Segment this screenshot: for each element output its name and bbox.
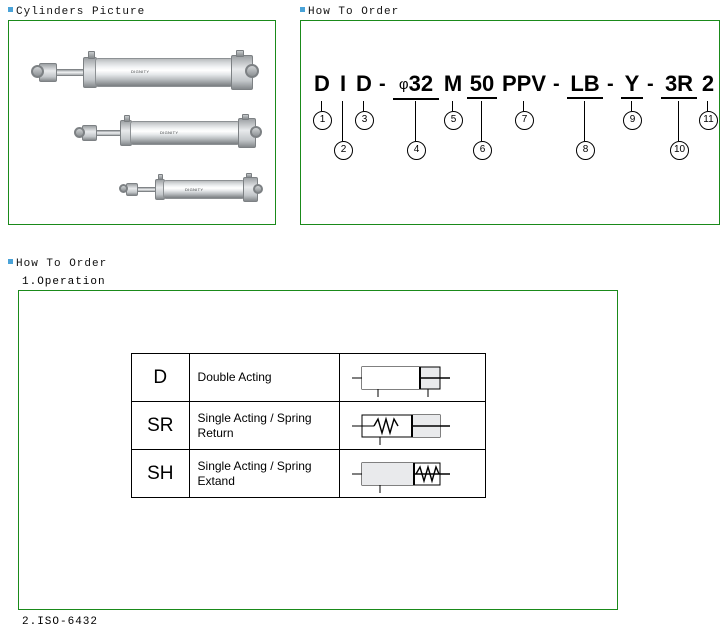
callout-6: 6 bbox=[473, 141, 492, 160]
order-code-part-11: 2 bbox=[701, 71, 715, 96]
leader-line-5 bbox=[452, 101, 453, 111]
medium-cylinder-rear-eye bbox=[250, 126, 262, 138]
order-code-part-10: 3R bbox=[661, 71, 697, 99]
leader-line-1 bbox=[321, 101, 322, 111]
callout-4: 4 bbox=[407, 141, 426, 160]
single-acting-spring-return-symbol bbox=[339, 402, 485, 450]
leader-line-6 bbox=[481, 101, 482, 141]
operation-desc-sh: Single Acting / Spring Extand bbox=[189, 450, 339, 498]
how-to-order-panel bbox=[300, 20, 720, 225]
order-code-part-7: PPV bbox=[501, 71, 547, 96]
operation-desc-d: Double Acting bbox=[189, 354, 339, 402]
operation-code-sr: SR bbox=[132, 402, 190, 450]
order-code-part-1: D bbox=[314, 71, 330, 96]
leader-line-10 bbox=[678, 101, 679, 141]
section-marker-icon bbox=[300, 7, 305, 12]
order-code-part-5: M bbox=[443, 71, 463, 96]
callout-1: 1 bbox=[313, 111, 332, 130]
operation-code-sh: SH bbox=[132, 450, 190, 498]
order-code-separator-3: - bbox=[607, 73, 614, 95]
medium-cylinder-front-eye bbox=[74, 127, 85, 138]
large-cylinder-port-front bbox=[88, 51, 95, 59]
small-cylinder-port-front bbox=[158, 174, 163, 180]
cylinders-picture-panel bbox=[8, 20, 276, 225]
large-cylinder-rod bbox=[55, 69, 85, 76]
order-code-part-4: φ32 bbox=[393, 71, 439, 100]
callout-8: 8 bbox=[576, 141, 595, 160]
phi-symbol: φ bbox=[398, 76, 409, 93]
medium-cylinder-port-front bbox=[124, 115, 130, 122]
callout-10: 10 bbox=[670, 141, 689, 160]
large-cylinder-port-rear bbox=[236, 50, 244, 57]
leader-line-8 bbox=[584, 101, 585, 141]
single-acting-spring-extand-symbol bbox=[339, 450, 485, 498]
leader-line-7 bbox=[523, 101, 524, 111]
small-cylinder-front-eye bbox=[119, 184, 128, 193]
how-to-order-top-label bbox=[300, 6, 399, 18]
leader-line-11 bbox=[707, 101, 708, 111]
order-code-part-2: I bbox=[339, 71, 347, 96]
table-row bbox=[132, 402, 486, 450]
order-code-separator-2: - bbox=[553, 73, 560, 95]
order-code-part-6: 50 bbox=[467, 71, 497, 99]
callout-3: 3 bbox=[355, 111, 374, 130]
leader-line-4 bbox=[415, 101, 416, 141]
table-row bbox=[132, 354, 486, 402]
order-code-separator-4: - bbox=[647, 73, 654, 95]
iso-section-title: 2.ISO-6432 bbox=[22, 616, 99, 628]
section-marker-icon bbox=[8, 259, 13, 264]
order-code-separator-1: - bbox=[379, 73, 386, 95]
double-acting-symbol bbox=[339, 354, 485, 402]
small-cylinder bbox=[119, 173, 264, 205]
table-row bbox=[132, 450, 486, 498]
operation-panel bbox=[18, 290, 618, 610]
medium-cylinder-barrel bbox=[130, 121, 240, 145]
small-cylinder-body-text: DIGNITY bbox=[185, 187, 204, 192]
large-cylinder-rear-eye bbox=[245, 64, 259, 78]
medium-cylinder-rod bbox=[96, 130, 122, 136]
callout-9: 9 bbox=[623, 111, 642, 130]
leader-line-3 bbox=[363, 101, 364, 111]
order-code-part-8: LB bbox=[567, 71, 603, 99]
small-cylinder-rear-eye bbox=[253, 184, 263, 194]
how-to-order-bottom-label bbox=[8, 258, 107, 270]
large-cylinder bbox=[31, 49, 261, 95]
large-cylinder-front-eye bbox=[31, 65, 44, 78]
small-cylinder-rod bbox=[137, 187, 157, 192]
operation-code-d: D bbox=[132, 354, 190, 402]
medium-cylinder bbox=[74, 113, 264, 153]
operation-desc-sr: Single Acting / Spring Return bbox=[189, 402, 339, 450]
how-to-order-bottom-label-text: How To Order bbox=[16, 258, 108, 270]
leader-line-2 bbox=[342, 101, 343, 141]
large-cylinder-body-text: DIGNITY bbox=[131, 69, 150, 74]
callout-2: 2 bbox=[334, 141, 353, 160]
cylinders-picture-label-text: Cylinders Picture bbox=[16, 6, 146, 18]
medium-cylinder-port-rear bbox=[242, 114, 249, 120]
section-marker-icon bbox=[8, 7, 13, 12]
callout-11: 11 bbox=[699, 111, 718, 130]
order-code-part-9: Y bbox=[621, 71, 643, 99]
cylinders-picture-label bbox=[8, 6, 145, 18]
callout-7: 7 bbox=[515, 111, 534, 130]
operation-section-title: 1.Operation bbox=[22, 276, 106, 288]
order-code-part-3: D bbox=[356, 71, 372, 96]
leader-line-9 bbox=[631, 101, 632, 111]
how-to-order-top-label-text: How To Order bbox=[308, 6, 400, 18]
medium-cylinder-body-text: DIGNITY bbox=[160, 130, 179, 135]
small-cylinder-port-rear bbox=[246, 173, 252, 178]
small-cylinder-barrel bbox=[163, 180, 245, 199]
operation-table bbox=[131, 353, 486, 498]
large-cylinder-barrel bbox=[95, 58, 233, 87]
callout-5: 5 bbox=[444, 111, 463, 130]
